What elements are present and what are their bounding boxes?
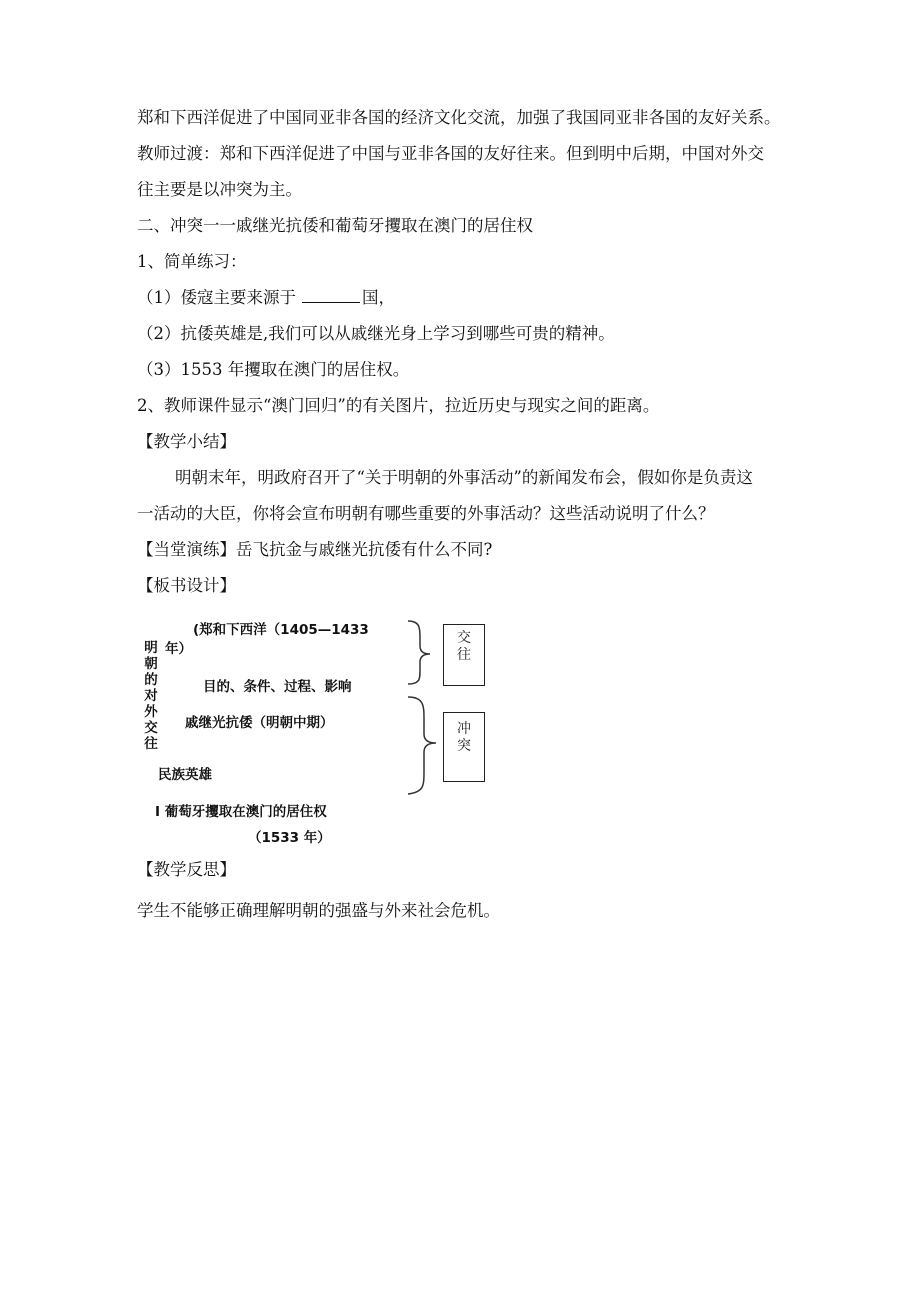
- box-exchange-label: 交往: [457, 630, 471, 663]
- summary-line-2: 一活动的大臣，你将会宣布明朝有哪些重要的外事活动？这些活动说明了什么？: [137, 504, 715, 523]
- brace-exchange: [408, 621, 430, 684]
- diagram-portugal-year: （1533 年）: [248, 830, 331, 846]
- exercise-heading: 1、简单练习：: [137, 252, 247, 271]
- question-3: （3）1553 年攫取在澳门的居住权。: [137, 360, 410, 379]
- reflection-text: 学生不能够正确理解明朝的强盛与外来社会危机。: [137, 901, 500, 920]
- diagram-portugal: I 葡萄牙攫取在澳门的居住权: [155, 804, 327, 820]
- box-conflict-label: 冲突: [457, 721, 471, 754]
- box-exchange: [443, 624, 485, 686]
- brace-conflict: [408, 697, 436, 794]
- question-2: （2）抗倭英雄是,我们可以从戚继光身上学习到哪些可贵的精神。: [137, 324, 615, 343]
- diagram-zheng-he-year: 年）: [165, 641, 192, 657]
- paragraph-zhenghe-effect: 郑和下西洋促进了中国同亚非各国的经济文化交流，加强了我国同亚非各国的友好关系。: [137, 108, 781, 127]
- box-conflict: [443, 712, 485, 782]
- paragraph-teacher-transition-1: 教师过渡：郑和下西洋促进了中国与亚非各国的友好往来。但到明中后期，中国对外交: [137, 144, 764, 163]
- practice-line: 【当堂演练】岳飞抗金与戚继光抗倭有什么不同?: [137, 540, 493, 559]
- board-design-heading: 【板书设计】: [137, 576, 236, 595]
- diagram-purpose: 目的、条件、过程、影响: [203, 679, 352, 695]
- diagram-vertical-title: 明朝的对外交往: [144, 640, 158, 752]
- diagram-qi-jiguang: 戚继光抗倭（明朝中期）: [185, 715, 334, 731]
- section-heading-conflict: 二、冲突一一戚继光抗倭和葡萄牙攫取在澳门的居住权: [137, 216, 533, 235]
- summary-line-1: 明朝末年，明政府召开了“关于明朝的外事活动”的新闻发布会，假如你是负责这: [175, 468, 753, 487]
- summary-heading: 【教学小结】: [137, 432, 236, 451]
- paragraph-teacher-transition-2: 往主要是以冲突为主。: [137, 180, 302, 199]
- diagram-national-hero: 民族英雄: [158, 767, 212, 783]
- item-2-courseware: 2、教师课件显示“澳门回归”的有关图片，拉近历史与现实之间的距离。: [137, 396, 660, 415]
- diagram-zheng-he: (郑和下西洋（1405—1433: [193, 622, 369, 638]
- question-1-prefix: （1）倭寇主要来源于: [137, 288, 296, 307]
- question-1-suffix: 国，: [362, 288, 395, 307]
- reflection-heading: 【教学反思】: [137, 860, 236, 879]
